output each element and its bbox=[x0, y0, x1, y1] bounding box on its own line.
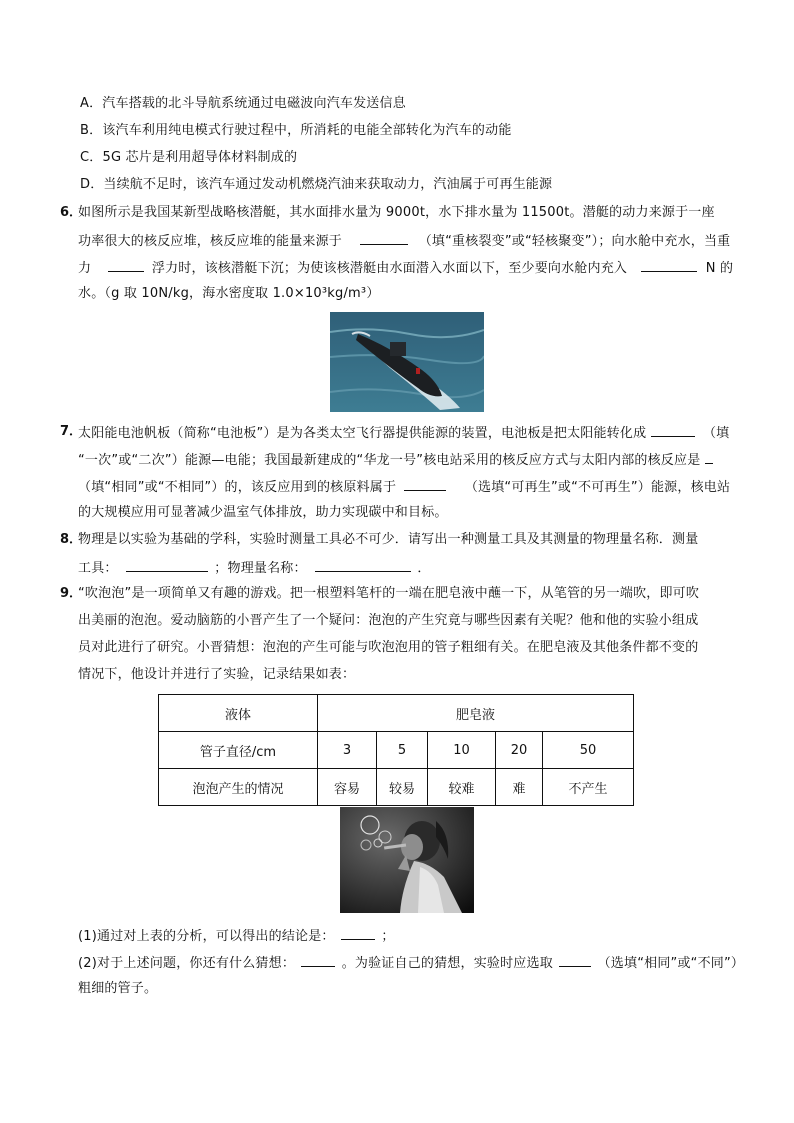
q6-line2b: （填“重核裂变”或“轻核聚变”）；向水舱中充水，当重 bbox=[418, 234, 731, 249]
q7-line1b: （填 bbox=[702, 426, 730, 441]
q9-blank-choice[interactable] bbox=[559, 953, 591, 967]
q7-line1a: 太阳能电池帆板（简称“电池板”）是为各类太空飞行器提供能源的装置，电池板是把太阳能转化成 bbox=[78, 426, 647, 441]
q9-sub1b: ； bbox=[381, 929, 395, 944]
table-cell-result: 不产生 bbox=[543, 769, 634, 806]
table-cell-result: 容易 bbox=[318, 769, 377, 806]
q7-line3a: （填“相同”或“不相同”）的，该反应用到的核原料属于 bbox=[78, 480, 397, 495]
table-cell-result-label: 泡泡产生的情况 bbox=[159, 769, 318, 806]
q6-number: 6． bbox=[60, 205, 83, 220]
q7-line1 bbox=[78, 423, 729, 443]
q9-blank-conclusion[interactable] bbox=[341, 926, 375, 940]
table-cell-liquid-label: 液体 bbox=[159, 695, 318, 732]
table-cell-result: 较难 bbox=[428, 769, 496, 806]
q6-line1: 如图所示是我国某新型战略核潜艇，其水面排水量为 9000t，水下排水量为 11500t。潜艇的动力来源于一座 bbox=[78, 205, 715, 220]
q9-line4: 情况下，他设计并进行了实验，记录结果如表： bbox=[78, 667, 356, 682]
q6-line2 bbox=[78, 231, 730, 251]
bubble-results-table bbox=[158, 694, 634, 806]
q9-sub2 bbox=[78, 953, 744, 973]
table-cell-liquid-value: 肥皂液 bbox=[318, 695, 634, 732]
table-cell-diameter: 20 bbox=[496, 732, 543, 769]
q8-line2 bbox=[78, 558, 431, 578]
table-cell-diameter-label: 管子直径/cm bbox=[159, 732, 318, 769]
q6-blank-gravity[interactable] bbox=[108, 258, 144, 272]
q5-option-c: C．5G 芯片是利用超导体材料制成的 bbox=[80, 150, 298, 165]
q6-line3b: 浮力时，该核潜艇下沉；为使该核潜艇由水面潜入水面以下，至少要向水舱内充入 bbox=[151, 261, 628, 276]
q7-line2a: “一次”或“二次”）能源—电能；我国最新建成的“华龙一号”核电站采用的核反应方式与太阳内部的核反应是 bbox=[78, 453, 701, 468]
table-cell-diameter: 3 bbox=[318, 732, 377, 769]
q7-line3 bbox=[78, 477, 730, 497]
q6-line3a: 力 bbox=[78, 261, 92, 276]
table-cell-result: 难 bbox=[496, 769, 543, 806]
q9-number: 9． bbox=[60, 586, 83, 601]
q6-blank-water[interactable] bbox=[641, 258, 697, 272]
q9-sub2a: (2)对于上述问题，你还有什么猜想： bbox=[78, 956, 296, 971]
table-cell-result: 较易 bbox=[377, 769, 428, 806]
q9-line3: 员对此进行了研究。小晋猜想：泡泡的产生可能与吹泡泡用的管子粗细有关。在肥皂液及其他条件都不变的 bbox=[78, 640, 699, 655]
q9-blank-guess[interactable] bbox=[301, 953, 335, 967]
q7-line3b: （选填“可再生”或“不可再生”）能源，核电站 bbox=[464, 480, 731, 495]
q5-option-b: B．该汽车利用纯电模式行驶过程中，所消耗的电能全部转化为汽车的动能 bbox=[80, 123, 512, 138]
q7-blank-energy-form[interactable] bbox=[651, 423, 695, 437]
table-row-result bbox=[159, 769, 634, 806]
q6-line4: 水。（g 取 10N/kg，海水密度取 1.0×10³kg/m³） bbox=[78, 286, 380, 301]
table-row-diameter bbox=[159, 732, 634, 769]
q8-line1: 物理是以实验为基础的学科，实验时测量工具必不可少．请写出一种测量工具及其测量的物理量名称．测量 bbox=[78, 532, 699, 547]
bubble-girl-photo bbox=[340, 807, 474, 913]
q9-line2: 出美丽的泡泡。爱动脑筋的小晋产生了一个疑问：泡泡的产生究竟与哪些因素有关呢？他和他的实验小组成 bbox=[78, 613, 699, 628]
q9-sub2c: （选填“相同”或“不同”） bbox=[597, 956, 745, 971]
q8-blank-tool[interactable] bbox=[126, 558, 208, 572]
q6-line3c: N 的 bbox=[705, 261, 734, 276]
q7-line4: 的大规模应用可显著减少温室气体排放，助力实现碳中和目标。 bbox=[78, 505, 448, 520]
table-cell-diameter: 5 bbox=[377, 732, 428, 769]
q9-line1: “吹泡泡”是一项简单又有趣的游戏。把一根塑料笔杆的一端在肥皂液中蘸一下，从笔管的另一端吹，即可吹 bbox=[78, 586, 700, 601]
q5-option-a: A．汽车搭载的北斗导航系统通过电磁波向汽车发送信息 bbox=[80, 96, 406, 111]
q8-number: 8． bbox=[60, 532, 83, 547]
q9-sub1 bbox=[78, 926, 395, 946]
q7-blank-same[interactable] bbox=[705, 450, 713, 464]
q8-blank-quantity[interactable] bbox=[315, 558, 411, 572]
q6-line3 bbox=[78, 258, 733, 278]
q7-blank-renewable[interactable] bbox=[404, 477, 446, 491]
q8-line2b: ；物理量名称： bbox=[214, 561, 307, 576]
q9-sub2-continued: 粗细的管子。 bbox=[78, 981, 158, 996]
q6-blank-energy-source[interactable] bbox=[360, 231, 408, 245]
q8-line2c: ． bbox=[417, 561, 431, 576]
q7-line2 bbox=[78, 450, 713, 470]
table-cell-diameter: 50 bbox=[543, 732, 634, 769]
q9-sub2b: 。为验证自己的猜想，实验时应选取 bbox=[341, 956, 553, 971]
q6-line2a: 功率很大的核反应堆，核反应堆的能量来源于 bbox=[78, 234, 343, 249]
q5-option-d: D．当续航不足时，该汽车通过发动机燃烧汽油来获取动力，汽油属于可再生能源 bbox=[80, 177, 553, 192]
q8-line2a: 工具： bbox=[78, 561, 118, 576]
submarine-photo bbox=[330, 312, 484, 412]
q7-number: 7． bbox=[60, 424, 83, 439]
table-cell-diameter: 10 bbox=[428, 732, 496, 769]
q9-sub1a: (1)通过对上表的分析，可以得出的结论是： bbox=[78, 929, 335, 944]
table-row-liquid bbox=[159, 695, 634, 732]
